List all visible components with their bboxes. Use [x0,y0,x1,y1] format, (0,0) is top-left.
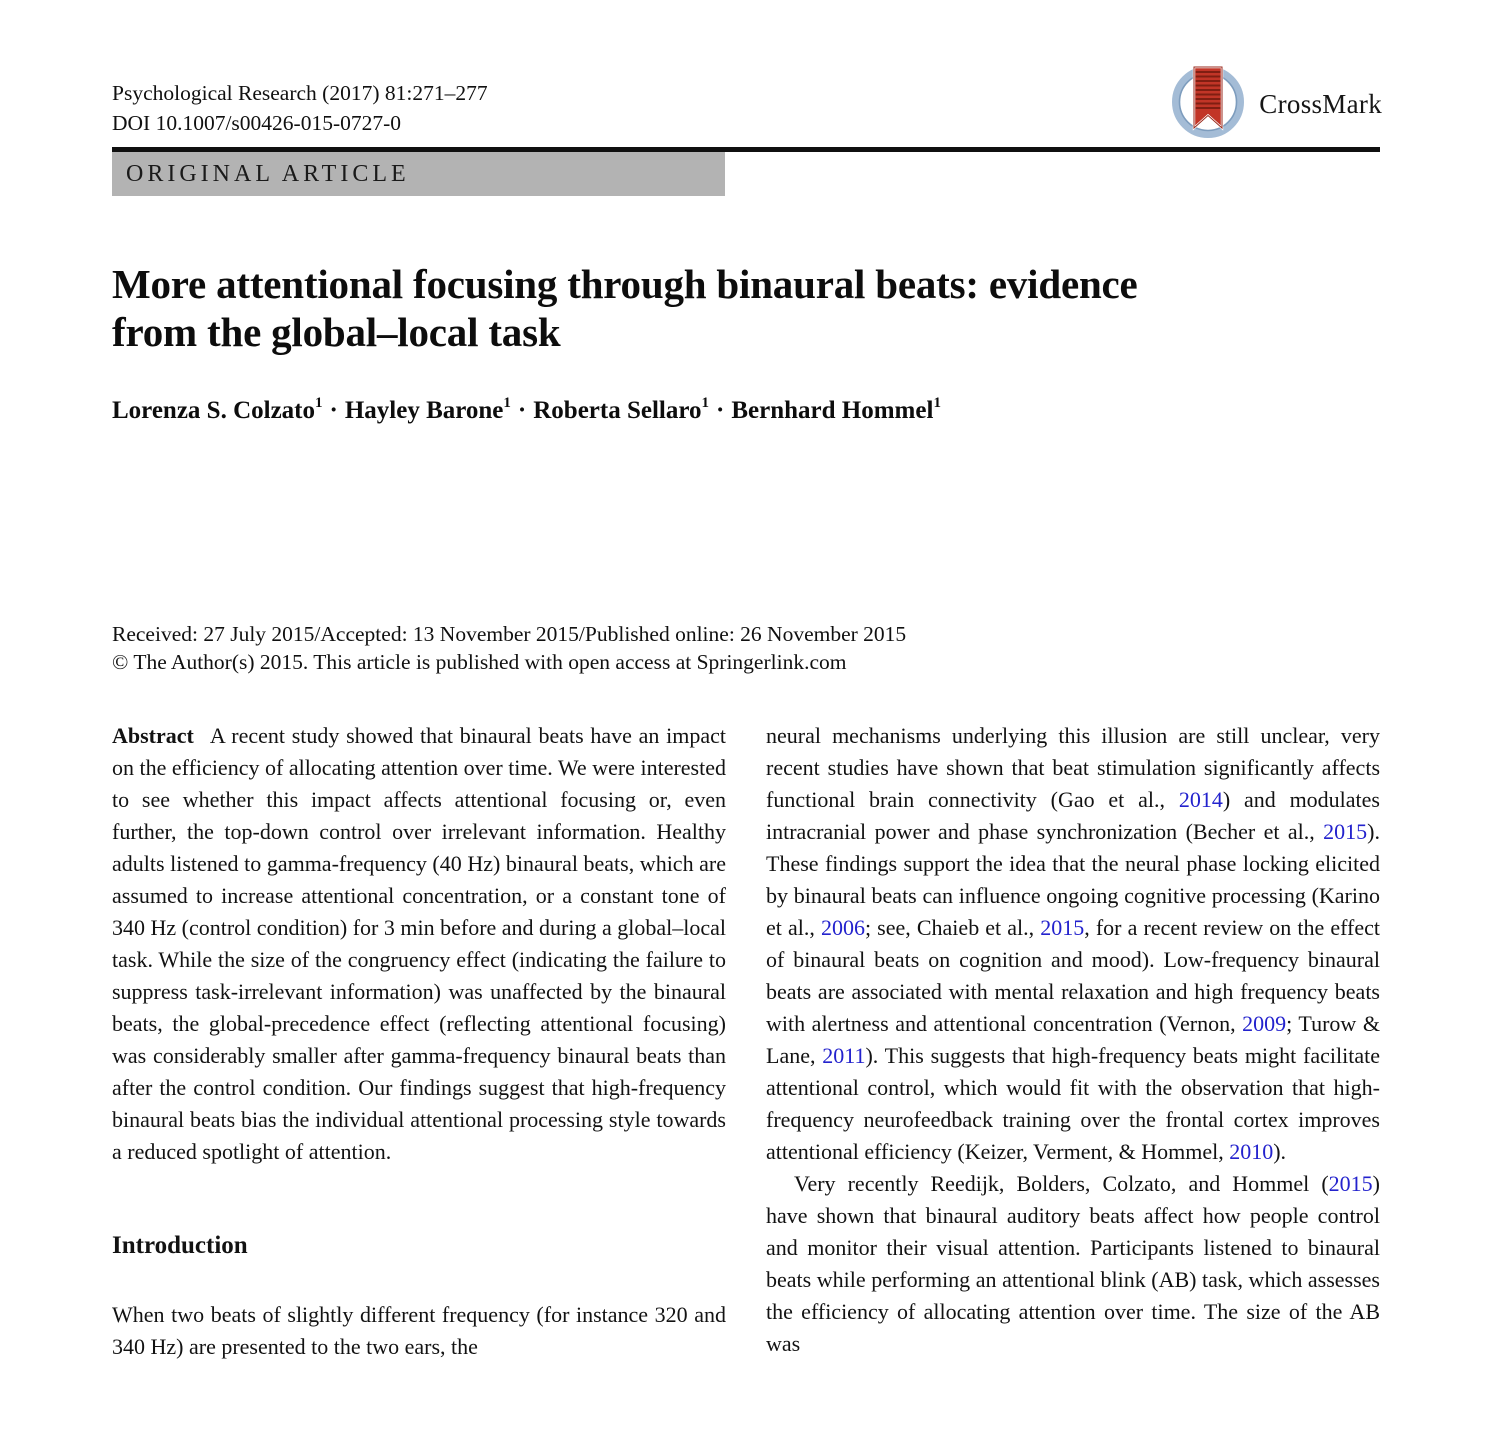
author-separator: · [329,397,338,425]
citation-link[interactable]: 2015 [1328,1171,1373,1196]
article-type-label: ORIGINAL ARTICLE [126,160,410,187]
text-run: ; Turow & Lane, [766,1011,1380,1068]
article-type-banner [112,152,725,196]
text-run: , for a recent review on the effect of binaural beats on cognition and mood). Low-frequency binaural beats are associated with mental relaxation and high frequency beats with alertness and attentional concentration (Vernon, [766,915,1380,1036]
crossmark-icon [1169,62,1247,147]
affiliation-mark: 1 [503,395,511,411]
text-run: neural mechanisms underlying this illusion are still unclear, very recent studies have shown that beat stimulation significantly affects functional brain connectivity (Gao et al., [766,723,1380,812]
citation-link[interactable]: 2009 [1242,1011,1287,1036]
author-list [112,397,941,425]
author-name: Hayley Barone$^1$ [344,395,511,425]
text-run: ) have shown that binaural auditory beats affect how people control and monitor their visual attention. Participants listened to binaural beats while performing an attentional blink (AB) task, which assesses the efficiency of allocating attention over time. The size of the AB was [766,1171,1380,1356]
two-column-body [112,720,1380,1431]
text-run: ; see, Chaieb et al., [864,915,1041,940]
abstract-text: A recent study showed that binaural beats have an impact on the efficiency of allocating attention over time. We were interested to see whether this impact affects attentional focusing or, even further, the top-down control over irrelevant information. Healthy adults listened to gamma-frequency (40 Hz) binaural beats, which are assumed to increase attentional concentration, or a constant tone of 340 Hz (control condition) for 3 min before and during a global–local task. While the size of the congruency effect (indicating the failure to suppress task-irrelevant information) was unaffected by the binaural beats, the global-precedence effect (reflecting attentional focusing) was considerably smaller after gamma-frequency binaural beats than after the control condition. Our findings suggest that high-frequency binaural beats bias the individual attentional processing style towards a reduced spotlight of attention. [112,723,726,1164]
doi-line: DOI 10.1007/s00426-015-0727-0 [112,111,402,135]
right-column [766,720,1380,1431]
affiliation-mark: 1 [933,395,941,411]
section-heading-introduction: Introduction [112,1232,248,1259]
body-paragraph [766,720,1380,1168]
text-run: ) and modulates intracranial power and phase synchronization (Becher et al., [766,787,1380,844]
article-title-line2: from the global–local task [112,309,561,355]
citation-link[interactable]: 2015 [1323,819,1368,844]
author-name: Bernhard Hommel$^1$ [731,395,941,425]
text-run: ). This suggests that high-frequency beats might facilitate attentional control, which would fit with the observation that high-frequency neurofeedback training over the frontal cortex improves attentional efficiency (Keizer, Verment, & Hommel, [766,1043,1380,1164]
author-separator: · [716,397,725,425]
crossmark-badge[interactable] [1169,62,1382,147]
text-run: Very recently Reedijk, Bolders, Colzato, and Hommel ( [794,1171,1329,1196]
citation-link[interactable]: 2010 [1229,1139,1274,1164]
citation-link[interactable]: 2014 [1178,787,1223,812]
crossmark-label: CrossMark [1259,89,1382,119]
body-paragraph [766,1168,1380,1360]
dates-line: Received: 27 July 2015/Accepted: 13 November 2015/Published online: 26 November 2015 [112,622,907,646]
copyright-line: © The Author(s) 2015. This article is published with open access at Springerlink.com [112,650,847,674]
article-title-line1: More attentional focusing through binaural beats: evidence [112,261,1138,307]
affiliation-mark: 1 [315,395,323,411]
abstract-paragraph [112,720,726,1168]
article-title [112,260,1312,356]
author-name: Roberta Sellaro$^1$ [533,395,710,425]
text-run: ). These findings support the idea that the neural phase locking elicited by binaural beats can influence ongoing cognitive processing (Karino et al., [766,819,1380,940]
affiliation-mark: 1 [701,395,710,411]
publication-meta [112,620,906,676]
text-run: ). [1273,1139,1287,1164]
author-separator: · [517,397,527,425]
journal-citation-line: Psychological Research (2017) 81:271–277 [112,81,488,105]
citation-link[interactable]: 2011 [822,1043,866,1068]
left-column [112,720,726,1431]
journal-header [112,78,488,138]
introduction-paragraph: When two beats of slightly different frequency (for instance 320 and 340 Hz) are presented to the two ears, the [112,1302,726,1359]
citation-link[interactable]: 2006 [820,915,865,940]
citation-link[interactable]: 2015 [1040,915,1085,940]
author-name: Lorenza S. Colzato$^1$ [112,395,323,425]
abstract-label: Abstract [112,723,194,748]
